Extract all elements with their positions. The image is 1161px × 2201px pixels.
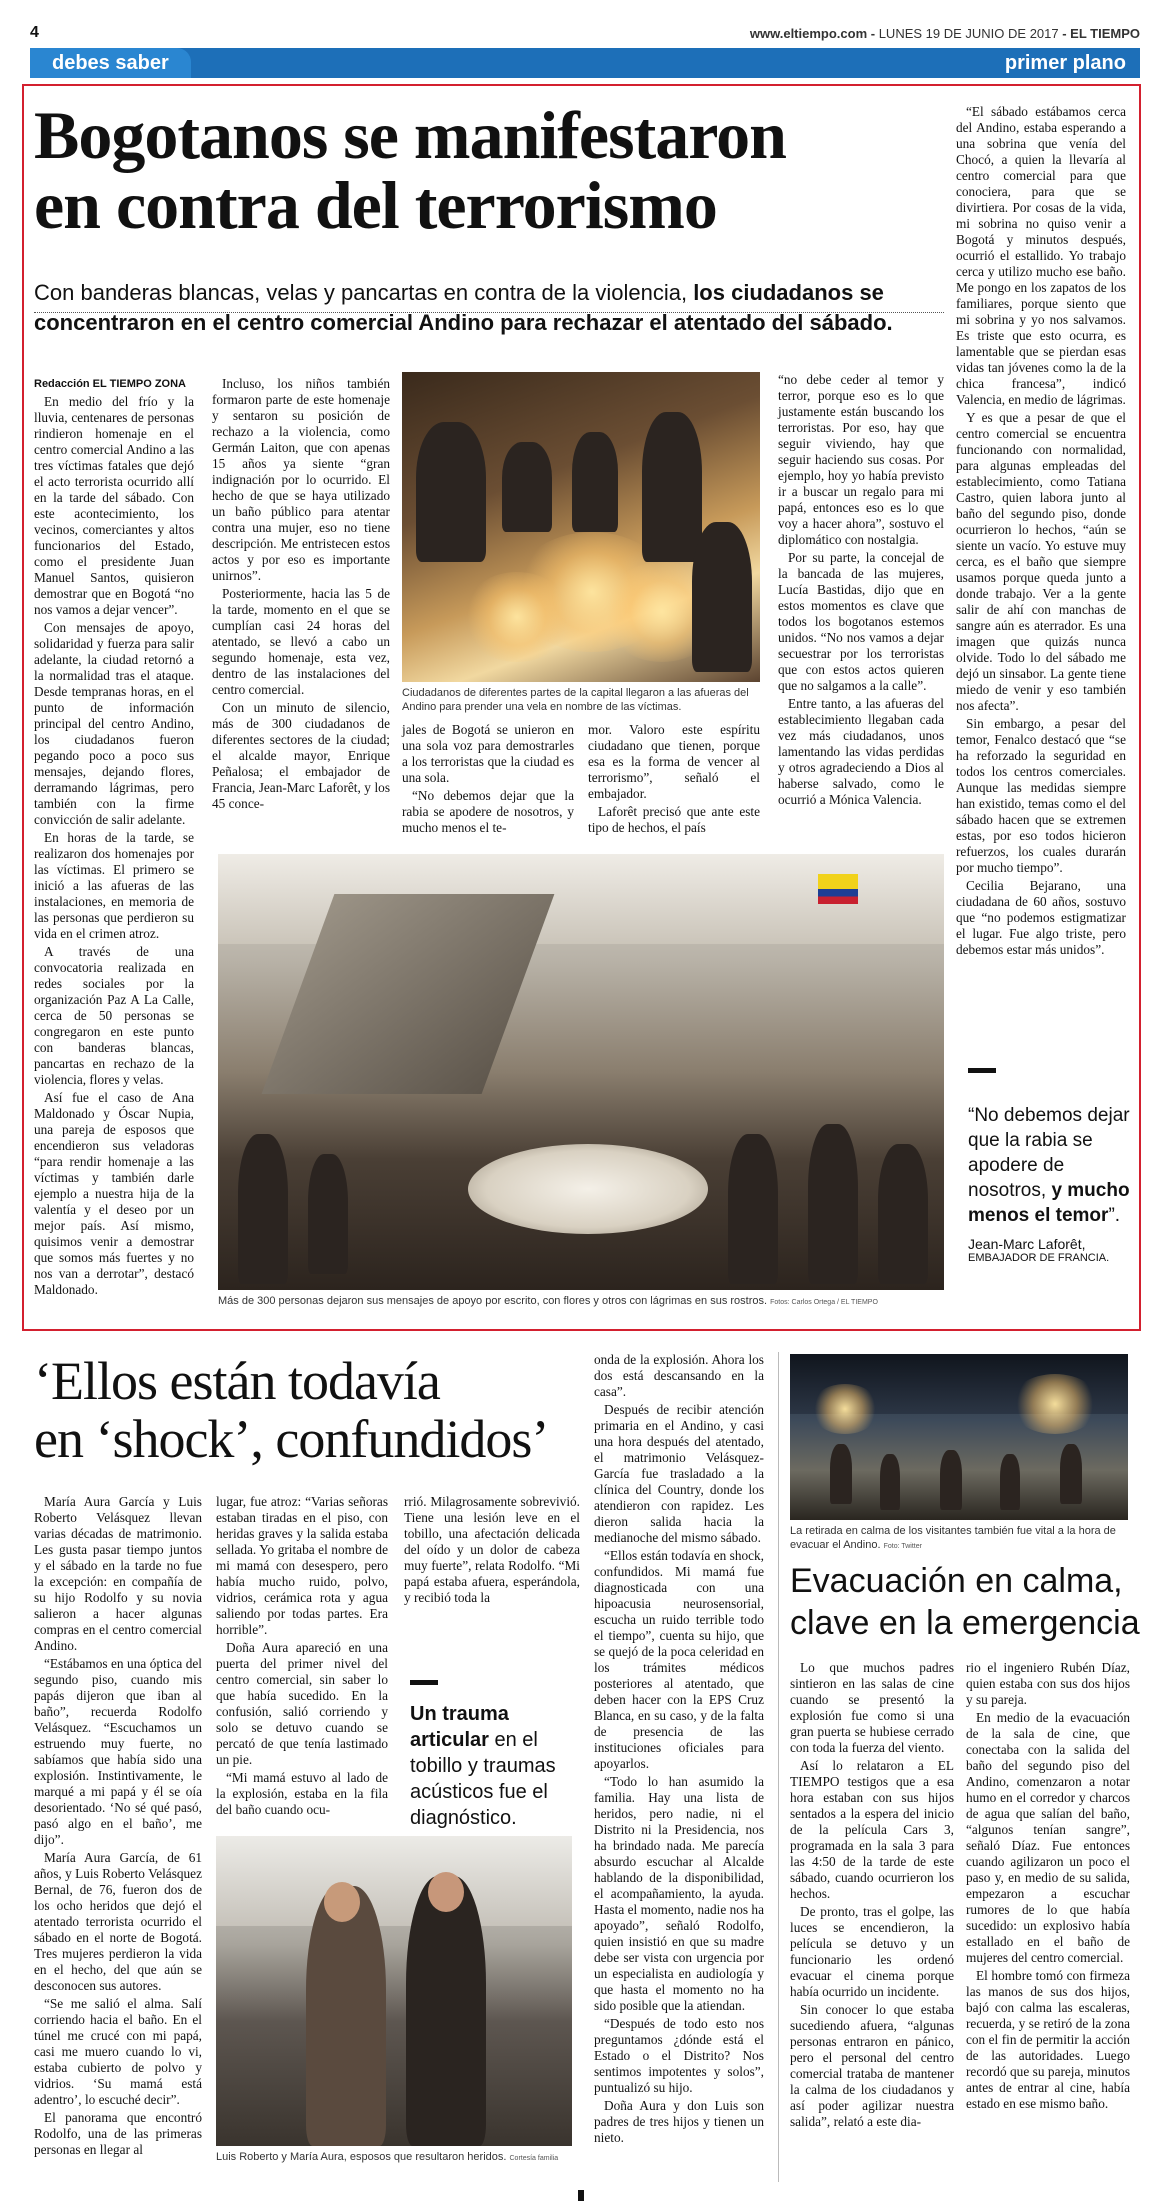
main-headline <box>34 97 934 243</box>
article1-column-2 <box>212 376 390 814</box>
paragraph: Y es que a pesar de que el centro comercial se encuentra funcionando con normalidad, para algunas empleadas del establecimiento, como Tatiana Castro, quien labora junto al baño del segundo piso, donde ocurrieron lo hechos, “aún se siente un vacío. Yo estuve muy cerca, es el baño que siempre usamos porque queda junto a donde trabajo. Ver a la gente salir de ahí con manchas de sangre aún es aterrador. Es una imagen que quizás nunca olvide. Todo lo del sábado me dejó un sinsabor. La gente tiene miedo de venir y eso también nos afecta”. <box>956 410 1126 713</box>
second-pull-quote <box>410 1680 580 1831</box>
page-header <box>30 24 1140 44</box>
pull-dash <box>410 1680 438 1685</box>
paragraph: “No debemos dejar que la rabia se apodere de nosotros, y mucho menos el te- <box>402 788 574 835</box>
article3-column-1 <box>790 1660 954 2132</box>
paragraph: Por su parte, la concejal de la bancada de las mujeres, Lucía Bastidas, dijo que en estos momentos es clave que todos los bogotanos estemos unidos. “No nos vamos a dejar secuestrar por los terroristas que con estos actos quieren que no salgamos a la calle”. <box>778 550 944 693</box>
byline: Redacción EL TIEMPO ZONA <box>34 378 186 390</box>
vigil-candles-photo <box>402 372 760 682</box>
injured-couple-photo <box>216 1836 572 2146</box>
pull-plain: en el tobillo y traumas acústicos fue el diagnóstico. <box>410 1729 556 1829</box>
deck-rule <box>34 312 944 313</box>
paragraph: lugar, fue atroz: “Varias señoras estaban tiradas en el piso, con heridas graves y la salida estaba sellada. Yo gritaba el nombre de mi mamá con desespero, pero había mucho ruido, polvo, vidrios, cerámica rota y agua saliendo por todas partes. Era horrible”. <box>216 1494 388 1637</box>
page-footer-mark <box>578 2190 584 2201</box>
paragraph: “Se me salió el alma. Salí corriendo hacia el baño. En el túnel me crucé con mi papá, casi me muero cuando lo vi, estaba cubierto de polvo y vidrios. ‘Su mamá está adentro’, lo escuché decir”. <box>34 1996 202 2107</box>
paragraph: Posteriormente, hacia las 5 de la tarde, momento en el que se cumplían casi 24 horas del atentado, se llevó a cabo un segundo homenaje, esta vez, dentro de las instalaciones del centro comercial. <box>212 586 390 697</box>
article1-column-6 <box>956 104 1126 960</box>
third-headline-line-2: clave en la emergencia <box>790 1604 1140 1642</box>
main-headline-line-1: Bogotanos se manifestaron <box>34 97 786 173</box>
paragraph: En horas de la tarde, se realizaron dos homenajes por las víctimas. El primero se inició a las afueras de las instalaciones, en memoria de las personas que perdieron su vida en el crimen atroz. <box>34 830 194 941</box>
main-deck <box>34 278 944 338</box>
article1-column-1 <box>34 376 194 1300</box>
deck-bold: los ciudadanos se concentraron en el centro comercial Andino para rechazar el atentado del sábado. <box>34 280 893 335</box>
pull-quote <box>968 1068 1138 1264</box>
paragraph: En medio del frío y la lluvia, centenares de personas rindieron homenaje en el centro comercial Andino a las tres víctimas fatales que dejó el acto terrorista ocurrido allí en la tarde del sábado. Con este acontecimiento, los vecinos, comerciantes y altos funcionarios del Estado, como el presidente Juan Manuel Santos, quisieron demostrar que en Bogotá “no nos vamos a dejar vencer”. <box>34 394 194 617</box>
paragraph: Entre tanto, a las afueras del establecimiento llegaban cada vez más ciudadanos, unos lamentando las vidas perdidas y otros agradeciendo a Dios al haberse salvado, como le ocurrió a Mónica Valencia. <box>778 696 944 807</box>
paragraph: María Aura García, de 61 años, y Luis Roberto Velásquez Bernal, de 76, fueron dos de los ocho heridos que dejó el atentado terrorista ocurrido el sábado en el norte de Bogotá. Tres mujeres perdieron la vida en el hecho, del que aún se desconocen sus autores. <box>34 1850 202 1993</box>
quote-text <box>968 1103 1138 1228</box>
pull-bold: Un trauma articular <box>410 1703 509 1751</box>
photo2-caption <box>218 1294 944 1310</box>
deck-plain: Con banderas blancas, velas y pancartas en contra de la violencia, <box>34 280 694 305</box>
paragraph: Con un minuto de silencio, más de 300 ciudadanos de diferentes sectores de la ciudad; el alcalde mayor, Enrique Peñalosa; el embajador de Francia, Jean-Marc Laforêt, y los 45 conce- <box>212 700 390 811</box>
paragraph: Así fue el caso de Ana Maldonado y Óscar Nupia, una pareja de esposos que encendieron sus veladoras “para rendir homenaje a las víctimas y también darle ejemplo a nuestra hija de la valentía y el deseo por un mejor país. Así mismo, quisimos venir a demostrar que somos más fuertes y no nos van a derrotar”, destacó Maldonado. <box>34 1090 194 1297</box>
article1-column-4 <box>588 722 760 838</box>
column-divider <box>778 1352 779 2182</box>
second-headline-line-2: en ‘shock’, confundidos’ <box>34 1409 549 1469</box>
header-meta: www.eltiempo.com - LUNES 19 DE JUNIO DE 2017 - EL TIEMPO <box>749 26 1140 41</box>
section-right-label: primer plano <box>1004 52 1126 74</box>
paragraph: Laforêt precisó que ante este tipo de hechos, el país <box>588 804 760 835</box>
paragraph: “Estábamos en una óptica del segundo piso, cuando mis papás dijeron que iban al baño”, recuerda Rodolfo Velásquez. “Escuchamos un estruendo muy fuerte, no sabíamos que había sido una explosión. Instintivamente, le marqué a mi papá y él se oía desorientado. ‘No sé qué pasó, pasó algo en el baño’, me dijo”. <box>34 1656 202 1847</box>
paragraph: “Mi mamá estuvo al lado de la explosión, estaba en la fila del baño cuando ocu- <box>216 1770 388 1817</box>
paragraph: Doña Aura apareció en una puerta del primer nivel del centro comercial, sin saber lo que había sucedido. En la confusión, salió corriendo y solo se detuvo cuando se percató de que tenía lastimado un pie. <box>216 1640 388 1767</box>
mall-interior-photo <box>218 854 944 1290</box>
photo2-caption-text: Más de 300 personas dejaron sus mensajes de apoyo por escrito, con flores y otros con lágrimas en sus rostros. <box>218 1295 768 1307</box>
paper-name: EL TIEMPO <box>1070 26 1140 41</box>
quote-dash <box>968 1068 996 1073</box>
couple-photo-caption <box>216 2150 572 2166</box>
paragraph: “Ellos están todavía en shock, confundidos. Mi mamá fue diagnosticada con una hipoacusia neurosensorial, escucha un ruido terrible todo el tiempo”, cuenta su hijo, que se quejó de la poca celeridad en los trámites médicos posteriores al atentado, que deben hacer con la EPS Cruz Blanca, en su caso, y de la falta de presencia de las instituciones oficiales para apoyarlos. <box>594 1548 764 1771</box>
third-headline-line-1: Evacuación en calma, <box>790 1562 1123 1600</box>
quote-plain: “No debemos dejar que la rabia se apodere de nosotros, <box>968 1105 1130 1201</box>
paragraph: “no debe ceder al temor y terror, porque eso es lo que justamente están buscando los terroristas. Por eso, hay que seguir viviendo, hay que seguir haciendo sus cosas. Por ejemplo, hoy yo había previsto ir a buscar un regalo para mi papá, entonces eso es lo que voy a hacer ahora”, sostuvo el diplomático con nostalgia. <box>778 372 944 547</box>
paragraph: “El sábado estábamos cerca del Andino, estaba esperando a una sobrina que venía del Chocó, a quien la llevaría al centro comercial para que conociera, para que se divirtiera. Por cosas de la vida, mi sobrina no quiso venir a Bogotá y minutos después, ocurrió el estallido. Yo trabajo cerca y utilizo mucho ese baño. Me pongo en los zapatos de los familiares, porque siento que mi sobrina y yo nos salvamos. Es triste que esto ocurra, es lamentable que se pierdan esas vidas tan jóvenes como la de la chica francesa”, indicó Valencia, en medio de lágrimas. <box>956 104 1126 407</box>
main-headline-line-2: en contra del terrorismo <box>34 167 717 243</box>
paragraph: El hombre tomó con firmeza las manos de sus dos hijos, bajó con calma las escaleras, recuerda, y se retiró de la zona con el fin de permitir la acción de las autoridades. Luego recordó que su pareja, minutos antes de entrar al cine, había estado en ese mismo baño. <box>966 1968 1130 2111</box>
paragraph: jales de Bogotá se unieron en una sola voz para demostrarles a los terroristas que la ciudad es una sola. <box>402 722 574 785</box>
paragraph: El panorama que encontró Rodolfo, una de las primeras personas en llegar al <box>34 2110 202 2157</box>
site-url: www.eltiempo.com <box>749 26 868 41</box>
evacuation-photo <box>790 1354 1128 1520</box>
quote-bold: y mucho menos el temor <box>968 1180 1130 1226</box>
evacuation-caption-text: La retirada en calma de los visitantes también fue vital a la hora de evacuar el Andino. <box>790 1525 1116 1551</box>
paragraph: “Todo lo han asumido la familia. Hay una lista de heridos, pero nadie, ni el Distrito ni la Presidencia, nos ha brindado nada. Me parecía absurdo escuchar al Alcalde hablando de la disponibilidad, el acompañamiento, la ayuda. Hasta el momento, nadie nos ha apoyado”, señaló Rodolfo, quien insistió en que su madre debe ser vista con urgencia por un especialista en audiología y que hasta el momento no ha sido posible que la atiendan. <box>594 1774 764 2013</box>
paragraph: Después de recibir atención primaria en el Andino, y casi una hora después del atentado, el matrimonio Velásquez-García fue trasladado a la clínica del Country, donde los atendieron con rapidez. Les dieron salida hacia la medianoche del mismo sábado. <box>594 1402 764 1545</box>
paragraph: María Aura García y Luis Roberto Velásquez llevan varias décadas de matrimonio. Les gusta pasar tiempo juntos y el sábado en la tarde no fue la excepción: en compañía de su hijo Rodolfo y su novia salieron a hacer algunas compras en el centro comercial Andino. <box>34 1494 202 1653</box>
article2-column-1 <box>34 1494 202 2160</box>
section-left-label: debes saber <box>30 48 191 78</box>
paragraph: A través de una convocatoria realizada en redes sociales por la organización Paz A La Calle, cerca de 50 personas se congregaron en este punto con banderas blancas, pancartas en rechazo de la violencia, flores y velas. <box>34 944 194 1087</box>
article1-column-3 <box>402 722 574 838</box>
quote-end: ”. <box>1108 1205 1121 1226</box>
quote-author: Jean-Marc Laforêt, <box>968 1236 1086 1252</box>
paragraph: Incluso, los niños también formaron parte de este homenaje y sentaron su posición de rechazo a la violencia, como Germán Laiton, que con apenas 15 años ya siente “gran indignación por lo ocurrido. El hecho de que se haya utilizado un baño público para atentar contra una mujer, eso no tiene descripción. Me entristecen estos actos y por eso es importante unirnos”. <box>212 376 390 583</box>
paragraph: Con mensajes de apoyo, solidaridad y fuerza para salir adelante, la ciudad retornó a la normalidad tras el ataque. Desde tempranas horas, en el punto de información principal del centro Andino, los ciudadanos fueron pegando poco a poco sus mensajes, dejando flores, derramando lágrimas, pero también con la firme convicción de salir adelante. <box>34 620 194 827</box>
second-headline-line-1: ‘Ellos están todavía <box>34 1351 440 1411</box>
paragraph: rrió. Milagrosamente sobrevivió. Tiene una lesión leve en el tobillo, una afectación delicada del oído y un dolor de cabeza muy fuerte”, relata Rodolfo. “Mi papá estaba afuera, esperándola, y recibió toda la <box>404 1494 580 1605</box>
evacuation-photo-credit: Foto: Twitter <box>883 1543 922 1550</box>
page-number: 4 <box>30 24 39 41</box>
article2-column-2 <box>216 1494 388 1820</box>
photo1-caption: Ciudadanos de diferentes partes de la capital llegaron a las afueras del Andino para prender una vela en nombre de las víctimas. <box>402 687 749 713</box>
paragraph: Cecilia Bejarano, una ciudadana de 60 años, sostuvo que “no podemos estigmatizar el lugar. Fue algo triste, pero debemos estar más unidos”. <box>956 878 1126 957</box>
paragraph: Así lo relataron a EL TIEMPO testigos que a esa hora estaban con sus hijos sentados a la espera del inicio de la película Cars 3, programada en la sala 3 para las 4:50 de la tarde de este sábado, cuando ocurrieron los hechos. <box>790 1758 954 1901</box>
paragraph: De pronto, tras el golpe, las luces se encendieron, la película se detuvo y un funcionario les ordenó evacuar el cinema porque había ocurrido un incidente. <box>790 1904 954 1999</box>
article1-column-5 <box>778 372 944 810</box>
section-bar <box>30 48 1140 78</box>
third-headline <box>790 1560 1140 1644</box>
article3-column-2 <box>966 1660 1130 2114</box>
article2-column-3 <box>404 1494 580 1608</box>
quote-author-role: EMBAJADOR DE FRANCIA. <box>968 1252 1110 1264</box>
paragraph: Sin embargo, a pesar del temor, Fenalco destacó que “se ha reforzado la seguridad en todos los centros comerciales. Aunque las medidas siempre han existido, temas como el del sábado hacen que se extremen estas, por eso todos hicieron refuerzos, los cuales durarán por mucho tiempo”. <box>956 716 1126 875</box>
paragraph: Lo que muchos padres sintieron en las salas de cine cuando se presentó la explosión fue como si una gran puerta se hubiese cerrado con toda la fuerza del viento. <box>790 1660 954 1755</box>
issue-date: LUNES 19 DE JUNIO DE 2017 <box>878 26 1059 41</box>
paragraph: onda de la explosión. Ahora los dos está descansando en la casa”. <box>594 1352 764 1399</box>
couple-caption-text: Luis Roberto y María Aura, esposos que resultaron heridos. <box>216 2151 507 2163</box>
paragraph: “Después de todo esto nos preguntamos ¿dónde está el Estado o el Distrito? Nos sentimos impotentes y solos”, puntualizó su hijo. <box>594 2016 764 2095</box>
evacuation-photo-caption <box>790 1524 1128 1554</box>
second-headline <box>34 1352 594 1468</box>
paragraph: rio el ingeniero Rubén Díaz, quien estaba con sus dos hijos y su pareja. <box>966 1660 1130 1707</box>
couple-photo-credit: Cortesía familia <box>509 2155 559 2162</box>
photo2-credit: Fotos: Carlos Ortega / EL TIEMPO <box>770 1299 878 1306</box>
article2-column-4 <box>594 1352 764 2148</box>
paragraph: Sin conocer lo que estaba sucediendo afuera, “algunas personas entraron en pánico, pero el personal del centro comercial trataba de mantener la calma de los ciudadanos y así poder agilizar nuestra salida”, relató a este dia- <box>790 2002 954 2129</box>
paragraph: Doña Aura y don Luis son padres de tres hijos y tienen un nieto. <box>594 2098 764 2145</box>
paragraph: En medio de la evacuación de la sala de cine, que conectaba con la salida del baño del segundo piso del Andino, comenzaron a notar humo en el corredor y charcos de agua que salían del baño, “algunos tenían sangre”, señaló Díaz. Fue entonces cuando agilizaron un poco el paso y, en medio de su salida, empezaron a escuchar rumores de lo que había sucedido: un explosivo había estallado en el baño de mujeres del centro comercial. <box>966 1710 1130 1965</box>
paragraph: mor. Valoro este espíritu ciudadano que tienen, porque esa es la forma de vencer al terrorismo”, señaló el embajador. <box>588 722 760 801</box>
